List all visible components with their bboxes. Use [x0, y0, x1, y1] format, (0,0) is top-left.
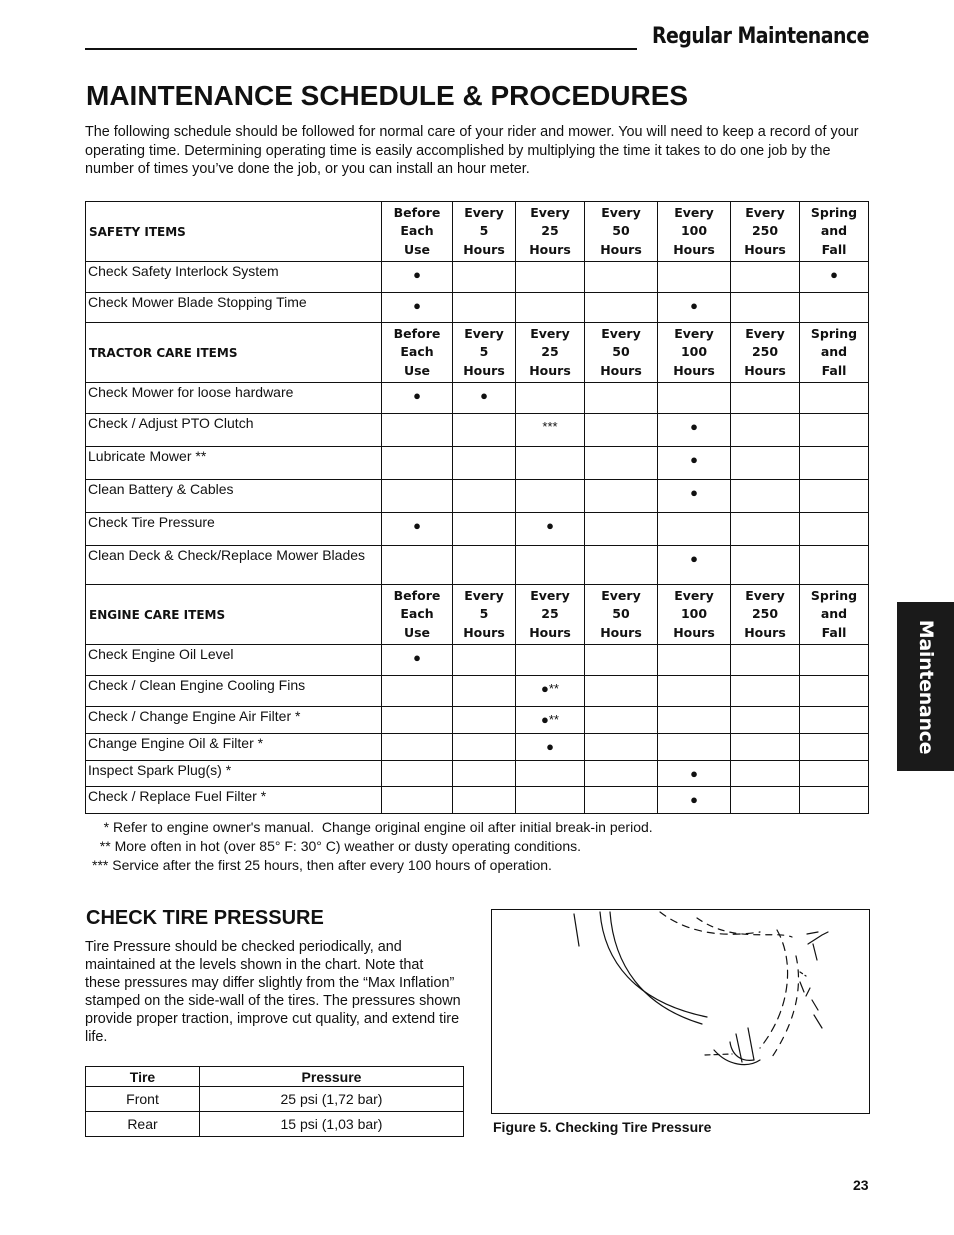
- schedule-mark: [585, 414, 658, 447]
- schedule-mark: [800, 787, 869, 814]
- maintenance-item: Clean Battery & Cables: [86, 480, 382, 513]
- schedule-mark: [731, 787, 800, 814]
- interval-header: Before Each Use: [382, 585, 453, 645]
- table-row: [86, 1112, 464, 1137]
- maintenance-item: Check / Replace Fuel Filter *: [86, 787, 382, 814]
- schedule-mark: [585, 645, 658, 676]
- schedule-mark: [516, 480, 585, 513]
- table-row: [86, 676, 869, 707]
- table-cell: 15 psi (1,03 bar): [200, 1112, 464, 1137]
- schedule-mark: [516, 645, 585, 676]
- schedule-mark: ●**: [516, 676, 585, 707]
- schedule-mark: ●: [658, 414, 731, 447]
- section-title: TRACTOR CARE ITEMS: [86, 323, 382, 383]
- table-row: [86, 787, 869, 814]
- maintenance-item: Change Engine Oil & Filter *: [86, 734, 382, 761]
- schedule-mark: ●**: [516, 707, 585, 734]
- schedule-mark: [453, 707, 516, 734]
- schedule-mark: [585, 707, 658, 734]
- table-row: [86, 293, 869, 323]
- schedule-mark: [382, 480, 453, 513]
- schedule-mark: [800, 383, 869, 414]
- schedule-mark: [731, 734, 800, 761]
- schedule-mark: [800, 707, 869, 734]
- schedule-mark: [800, 761, 869, 787]
- schedule-mark: [585, 787, 658, 814]
- schedule-mark: [585, 383, 658, 414]
- schedule-mark: [453, 262, 516, 293]
- schedule-mark: [658, 645, 731, 676]
- section-title: ENGINE CARE ITEMS: [86, 585, 382, 645]
- page-number: 23: [853, 1177, 869, 1193]
- table-row: [86, 447, 869, 480]
- interval-header: Every 5 Hours: [453, 323, 516, 383]
- schedule-mark: [585, 293, 658, 323]
- column-header: Tire: [86, 1067, 200, 1087]
- schedule-mark: [731, 383, 800, 414]
- schedule-mark: [800, 293, 869, 323]
- schedule-mark: [731, 480, 800, 513]
- interval-header: Every 5 Hours: [453, 585, 516, 645]
- maintenance-side-tab: [897, 602, 954, 771]
- schedule-mark: [382, 447, 453, 480]
- schedule-mark: [731, 546, 800, 585]
- intro-paragraph: The following schedule should be followed for normal care of your rider and mower. You will need to keep a record of your operating time. Determining operating time is easily accomplished by multiplying the time it takes to do one job by the number of times you’ve done the job, or you can install an hour meter.: [85, 124, 859, 178]
- interval-header: Every 250 Hours: [731, 202, 800, 262]
- page-title: MAINTENANCE SCHEDULE & PROCEDURES: [86, 80, 689, 111]
- schedule-mark: [800, 480, 869, 513]
- interval-header: Every 250 Hours: [731, 585, 800, 645]
- schedule-mark: [658, 383, 731, 414]
- schedule-mark: [453, 447, 516, 480]
- schedule-mark: [585, 480, 658, 513]
- maintenance-item: Check Mower for loose hardware: [86, 383, 382, 414]
- schedule-mark: ***: [516, 414, 585, 447]
- schedule-mark: [382, 707, 453, 734]
- schedule-mark: [731, 447, 800, 480]
- schedule-mark: [453, 787, 516, 814]
- tire-pressure-paragraph: Tire Pressure should be checked periodically, and maintained at the levels shown in the chart. Note that these pressures may differ slightly from the “Max Inflation” stamped on the side-wall of the tires. The pressures shown provide proper traction, improve cut quality, and extend tire life.: [85, 939, 461, 1045]
- schedule-mark: [658, 513, 731, 546]
- schedule-mark: [382, 734, 453, 761]
- schedule-mark: [800, 645, 869, 676]
- section-title: SAFETY ITEMS: [86, 202, 382, 262]
- section-header-row: [86, 585, 869, 645]
- maintenance-item: Check Safety Interlock System: [86, 262, 382, 293]
- tire-pressure-figure: [491, 909, 870, 1114]
- interval-header: Every 100 Hours: [658, 202, 731, 262]
- interval-header: Every 50 Hours: [585, 585, 658, 645]
- schedule-mark: [516, 383, 585, 414]
- maintenance-item: Check / Change Engine Air Filter *: [86, 707, 382, 734]
- schedule-mark: [658, 676, 731, 707]
- section-header-row: [86, 323, 869, 383]
- maintenance-item: Clean Deck & Check/Replace Mower Blades: [86, 546, 382, 585]
- table-row: [86, 513, 869, 546]
- schedule-mark: [585, 676, 658, 707]
- table-row: [86, 645, 869, 676]
- maintenance-item: Inspect Spark Plug(s) *: [86, 761, 382, 787]
- schedule-mark: ●: [382, 383, 453, 414]
- schedule-mark: [516, 761, 585, 787]
- table-row: [86, 734, 869, 761]
- maintenance-item: Check / Clean Engine Cooling Fins: [86, 676, 382, 707]
- interval-header: Every 25 Hours: [516, 202, 585, 262]
- schedule-mark: ●: [658, 480, 731, 513]
- schedule-mark: [453, 546, 516, 585]
- schedule-mark: [585, 447, 658, 480]
- figure-caption: Figure 5. Checking Tire Pressure: [493, 1119, 712, 1135]
- schedule-mark: [516, 293, 585, 323]
- schedule-mark: [658, 734, 731, 761]
- schedule-mark: [800, 676, 869, 707]
- interval-header: Every 50 Hours: [585, 323, 658, 383]
- maintenance-item: Check Engine Oil Level: [86, 645, 382, 676]
- schedule-mark: ●: [658, 546, 731, 585]
- table-row: [86, 480, 869, 513]
- schedule-mark: [453, 414, 516, 447]
- schedule-mark: [585, 734, 658, 761]
- schedule-mark: [516, 787, 585, 814]
- schedule-mark: ●: [658, 761, 731, 787]
- column-header: Pressure: [200, 1067, 464, 1087]
- schedule-mark: [731, 262, 800, 293]
- schedule-mark: ●: [382, 513, 453, 546]
- schedule-mark: [453, 734, 516, 761]
- interval-header: Spring and Fall: [800, 585, 869, 645]
- interval-header: Every 50 Hours: [585, 202, 658, 262]
- schedule-mark: [585, 761, 658, 787]
- table-row: [86, 1087, 464, 1112]
- table-row: [86, 414, 869, 447]
- schedule-mark: [800, 734, 869, 761]
- schedule-mark: [731, 645, 800, 676]
- schedule-mark: [453, 676, 516, 707]
- interval-header: Before Each Use: [382, 202, 453, 262]
- interval-header: Every 250 Hours: [731, 323, 800, 383]
- tire-pressure-table: [85, 1066, 464, 1137]
- schedule-mark: ●: [658, 293, 731, 323]
- schedule-mark: [516, 262, 585, 293]
- schedule-mark: ●: [382, 293, 453, 323]
- table-row: [86, 262, 869, 293]
- maintenance-item: Check Tire Pressure: [86, 513, 382, 546]
- schedule-mark: [453, 645, 516, 676]
- interval-header: Before Each Use: [382, 323, 453, 383]
- schedule-mark: [585, 513, 658, 546]
- interval-header: Every 25 Hours: [516, 585, 585, 645]
- schedule-mark: ●: [658, 447, 731, 480]
- schedule-mark: ●: [516, 734, 585, 761]
- schedule-mark: [382, 676, 453, 707]
- schedule-mark: ●: [382, 262, 453, 293]
- schedule-mark: ●: [658, 787, 731, 814]
- table-cell: Front: [86, 1087, 200, 1112]
- schedule-mark: [731, 414, 800, 447]
- schedule-mark: [800, 447, 869, 480]
- schedule-mark: [800, 513, 869, 546]
- schedule-mark: [731, 761, 800, 787]
- schedule-mark: [382, 546, 453, 585]
- interval-header: Spring and Fall: [800, 202, 869, 262]
- schedule-mark: [516, 447, 585, 480]
- side-tab-label: Maintenance: [914, 619, 937, 754]
- schedule-mark: [658, 262, 731, 293]
- interval-header: Every 25 Hours: [516, 323, 585, 383]
- table-row: [86, 761, 869, 787]
- footnote: * Refer to engine owner's manual. Change original engine oil after initial break-in period.: [92, 819, 653, 835]
- schedule-mark: [731, 676, 800, 707]
- maintenance-schedule-table: [85, 201, 869, 814]
- schedule-mark: ●: [382, 645, 453, 676]
- schedule-mark: ●: [453, 383, 516, 414]
- schedule-footnotes: [92, 818, 653, 875]
- schedule-mark: [516, 546, 585, 585]
- schedule-mark: [453, 293, 516, 323]
- schedule-mark: [731, 513, 800, 546]
- schedule-mark: [382, 787, 453, 814]
- schedule-mark: [382, 414, 453, 447]
- maintenance-item: Lubricate Mower **: [86, 447, 382, 480]
- maintenance-item: Check / Adjust PTO Clutch: [86, 414, 382, 447]
- schedule-mark: [658, 707, 731, 734]
- schedule-mark: [453, 513, 516, 546]
- schedule-mark: [585, 546, 658, 585]
- table-cell: 25 psi (1,72 bar): [200, 1087, 464, 1112]
- interval-header: Every 5 Hours: [453, 202, 516, 262]
- tire-pressure-heading: CHECK TIRE PRESSURE: [86, 907, 324, 929]
- table-row: [86, 707, 869, 734]
- schedule-mark: [731, 293, 800, 323]
- section-header-row: [86, 202, 869, 262]
- schedule-mark: [800, 546, 869, 585]
- interval-header: Spring and Fall: [800, 323, 869, 383]
- footnote: ** More often in hot (over 85° F: 30° C) weather or dusty operating conditions.: [92, 838, 582, 854]
- schedule-mark: [382, 761, 453, 787]
- schedule-mark: ●: [800, 262, 869, 293]
- table-header-row: [86, 1067, 464, 1087]
- table-row: [86, 546, 869, 585]
- table-row: [86, 383, 869, 414]
- table-cell: Rear: [86, 1112, 200, 1137]
- section-header-title: Regular Maintenance: [652, 24, 869, 49]
- schedule-mark: [453, 480, 516, 513]
- schedule-mark: ●: [516, 513, 585, 546]
- schedule-mark: [731, 707, 800, 734]
- schedule-mark: [585, 262, 658, 293]
- maintenance-item: Check Mower Blade Stopping Time: [86, 293, 382, 323]
- schedule-mark: [800, 414, 869, 447]
- interval-header: Every 100 Hours: [658, 323, 731, 383]
- interval-header: Every 100 Hours: [658, 585, 731, 645]
- schedule-mark: [453, 761, 516, 787]
- footnote: *** Service after the first 25 hours, then after every 100 hours of operation.: [92, 857, 552, 873]
- header-rule: [85, 48, 637, 50]
- tire-illustration: [492, 910, 869, 1113]
